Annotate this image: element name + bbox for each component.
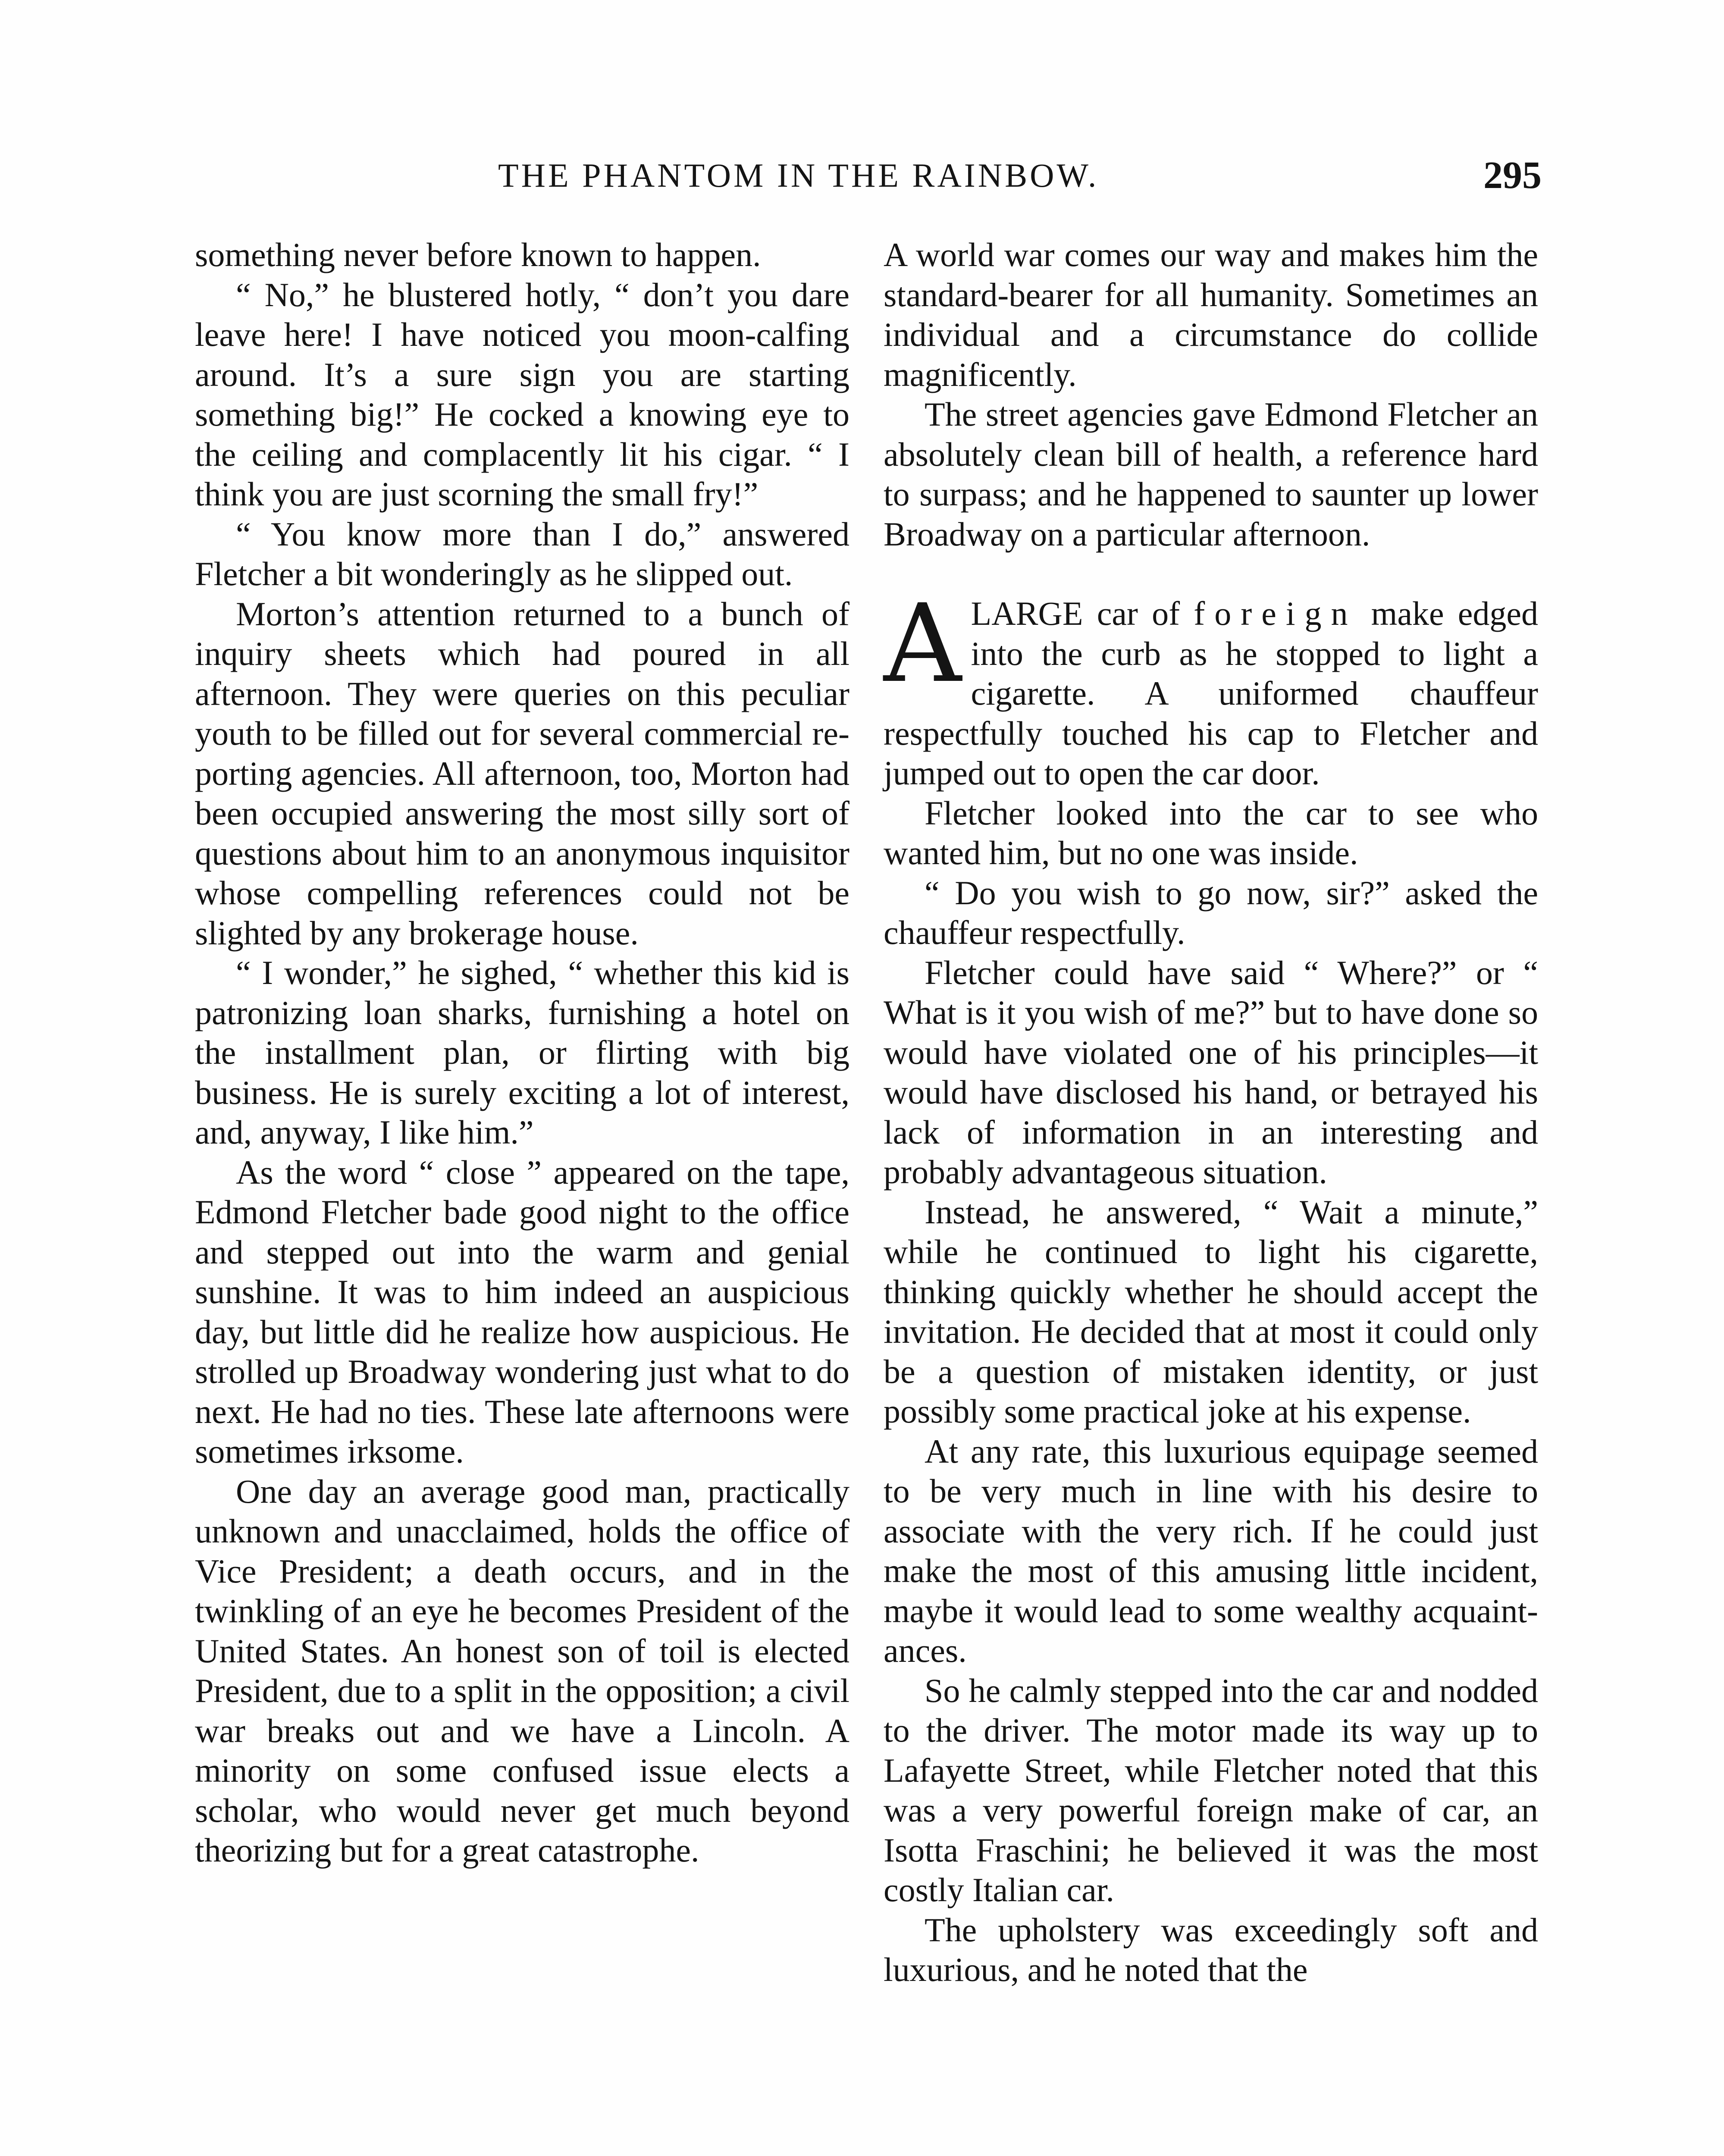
paragraph: As the word “ close ” appeared on the tape, Edmond Fletcher bade good night to the office and stepped out into the warm and genial sunshine. It was to him indeed an auspicious day, but little did he realize how auspicious. He strolled up Broadway wondering just what to do next. He had no ties. These late afternoons were sometimes irksome.	[195, 1153, 849, 1470]
paragraph: At any rate, this luxurious equipage seemed to be very much in line with his desire to associate with the very rich. If he could just make the most of this amusing little incident, maybe it would lead to some wealthy acquaintances.	[884, 1432, 1538, 1669]
paragraph: something never before known to happen.	[195, 236, 761, 273]
paragraph: “ You know more than I do,” answered Fletcher a bit wonderingly as he slipped out.	[195, 515, 849, 592]
drop-cap-paragraph	[884, 581, 1539, 793]
paragraph: “ Do you wish to go now, sir?” asked the chauffeur respectfully.	[884, 874, 1538, 951]
page-number: 295	[1483, 154, 1542, 197]
paragraph: Fletcher could have said “ Where?” or “ What is it you wish of me?” but to have done so would have violated one of his principles—it would have disclosed his hand, or betrayed his lack of information in an interesting and probably advantageous situation.	[884, 953, 1538, 1191]
paragraph: A world war comes our way and makes him the standard-bearer for all humanity. Sometimes an individual and a circumstance do collide magnificently.	[884, 236, 1538, 393]
drop-cap-rest: make edged into the curb as he stopped to light a cigarette. A uniformed chauffeur respectfully touched his cap to Fletcher and jumped out to open the car door.	[884, 595, 1539, 792]
paragraph: Fletcher looked into the car to see who wanted him, but no one was inside.	[884, 794, 1538, 871]
paragraph: “ No,” he blustered hotly, “ don’t you dare leave here! I have noticed you moon-calfing around. It’s a sure sign you are starting something big!” He cocked a knowing eye to the ceiling and complacently lit his cigar. “ I think you are just scorning the small fry!”	[195, 276, 849, 513]
paragraph: The street agencies gave Edmond Fletcher an absolutely clean bill of health, a reference hard to surpass; and he happened to saunter up lower Broadway on a particular afternoon.	[884, 395, 1538, 553]
paragraph: Morton’s attention returned to a bunch of inquiry sheets which had poured in all afternoon. They were queries on this peculiar youth to be filled out for several commercial reporting agencies. All afternoon, too, Morton had been occupied answering the most silly sort of questions about him to an anonymous inquisitor whose compelling references could not be slighted by any brokerage house.	[195, 595, 849, 952]
paragraph: “ I wonder,” he sighed, “ whether this kid is patronizing loan sharks, furnishing a hotel on the installment plan, or flirting with big business. He is surely exciting a lot of interest, and, anyway, I like him.”	[195, 954, 849, 1151]
running-head: THE PHANTOM IN THE RAINBOW.	[498, 157, 1099, 194]
left-column	[195, 235, 849, 1871]
right-column	[884, 235, 1538, 1990]
letterspaced-word: foreign	[1194, 595, 1357, 632]
paragraph: The upholstery was exceedingly soft and luxurious, and he noted that the	[884, 1911, 1538, 1988]
drop-cap-initial: A	[884, 581, 962, 706]
drop-cap-lead: LARGE car of	[971, 595, 1194, 632]
paragraph: So he calmly stepped into the car and nodded to the driver. The motor made its way up to Lafayette Street, while Fletcher noted that this was a very powerful foreign make of car, an Isotta Fraschini; he believed it was the most costly Italian car.	[884, 1671, 1538, 1908]
paragraph: One day an average good man, practically unknown and unacclaimed, holds the office of Vice President; a death occurs, and in the twinkling of an eye he becomes President of the United States. An honest son of toil is elected President, due to a split in the opposition; a civil war breaks out and we have a Lincoln. A minority on some confused issue elects a scholar, who would never get much beyond theorizing but for a great catastrophe.	[195, 1472, 849, 1869]
paragraph: Instead, he answered, “ Wait a minute,” while he continued to light his cigarette, thinking quickly whether he should accept the invitation. He decided that at most it could only be a question of mistaken identity, or just possibly some practical joke at his expense.	[884, 1193, 1538, 1430]
